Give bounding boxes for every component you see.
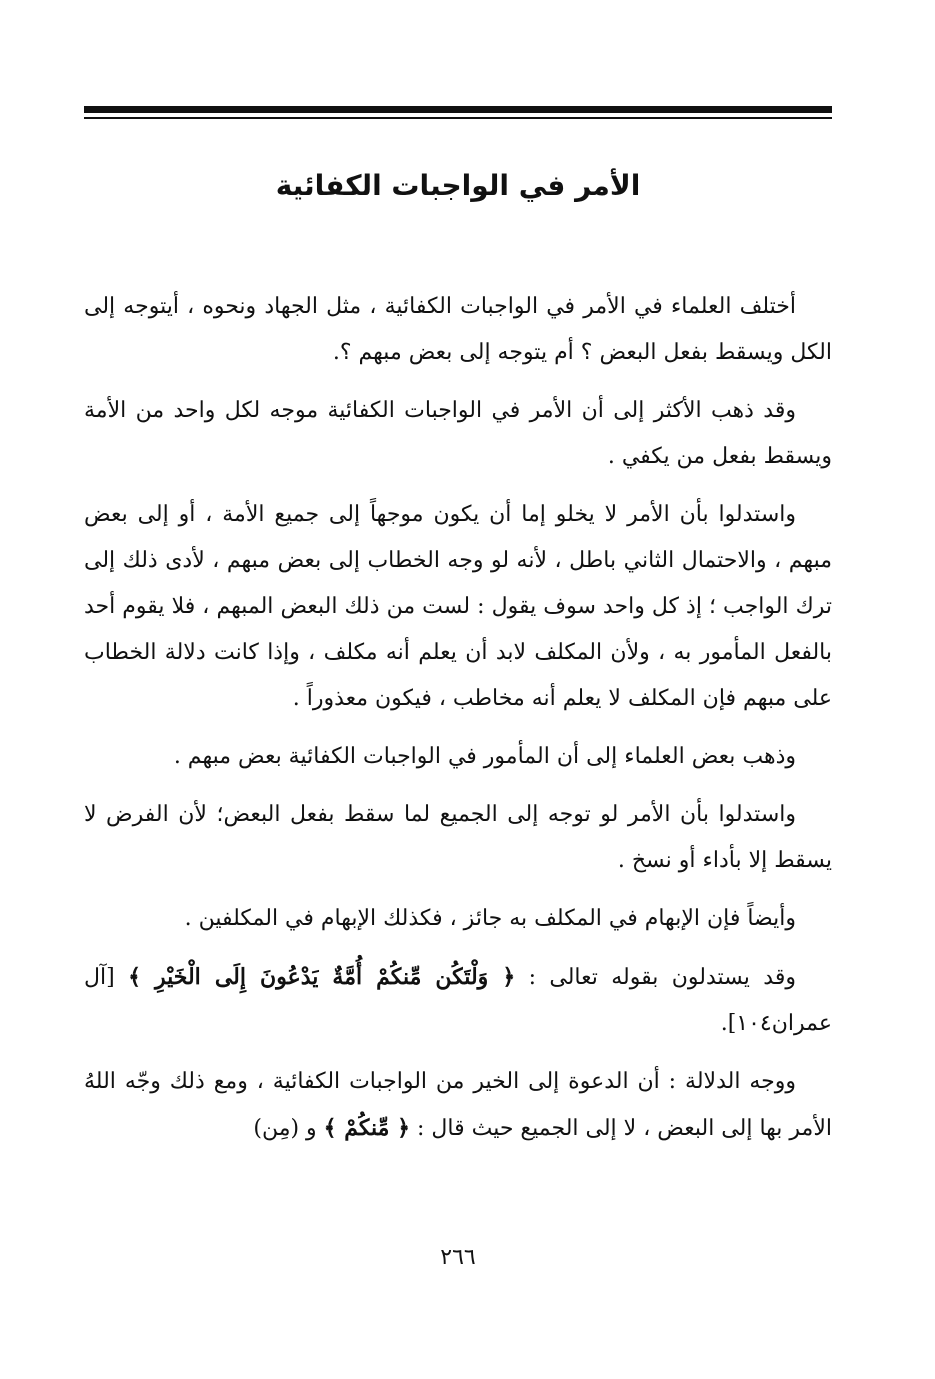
verse-intro: وقد يستدلون بقوله تعالى : [515, 965, 796, 990]
paragraph-1: أختلف العلماء في الأمر في الواجبات الكفائية ، مثل الجهاد ونحوه ، أيتوجه إلى الكل ويسقط بفعل البعض ؟ أم يتوجه إلى بعض مبهم ؟. [84, 294, 832, 365]
last-paragraph-text: ووجه الدلالة : أن الدعوة إلى الخير من الواجبات الكفائية ، ومع ذلك وجّه اللهُ الأمر بها إلى البعض ، لا إلى الجميع حيث قال : [84, 1069, 832, 1141]
header-rule-thick [84, 106, 832, 113]
header-rule-thin [84, 117, 832, 119]
chapter-title: الأمر في الواجبات الكفائية [275, 169, 641, 202]
verse-citation: [آل عمران١٠٤]. [84, 965, 832, 1036]
quran-verse: ﴿ وَلْتَكُن مِّنكُمْ أُمَّةٌ يَدْعُونَ إِلَى الْخَيْرِ ﴾ [128, 964, 516, 990]
page-number: ٢٦٦ [440, 1245, 476, 1270]
paragraph-3: واستدلوا بأن الأمر لا يخلو إما أن يكون موجهاً إلى جميع الأمة ، أو إلى بعض مبهم ، والاحتمال الثاني باطل ، لأنه لو وجه الخطاب إلى بعض مبهم ، لأدى ذلك إلى ترك الواجب ؛ إذ كل واحد سوف يقول : لست من ذلك البعض المبهم ، فلا يقوم أحد بالفعل المأمور به ، ولأن المكلف لابد أن يعلم أنه مكلف ، وإذا كانت دلالة الخطاب على مبهم فإن المكلف لا يعلم أنه مخاطب ، فيكون معذوراً . [84, 502, 832, 711]
paragraph-2: وقد ذهب الأكثر إلى أن الأمر في الواجبات الكفائية موجه لكل واحد من الأمة ويسقط بفعل من يكفي . [84, 398, 832, 469]
quran-verse-short: ﴿ مِّنكُمْ ﴾ [323, 1115, 410, 1141]
paragraph-4: وذهب بعض العلماء إلى أن المأمور في الواجبات الكفائية بعض مبهم . [173, 744, 796, 769]
last-paragraph-tail: و (مِن) [253, 1116, 324, 1141]
paragraph-verse [84, 954, 832, 1047]
paragraph-5: واستدلوا بأن الأمر لو توجه إلى الجميع لما سقط بفعل البعض؛ لأن الفرض لا يسقط إلا بأداء أو نسخ . [84, 802, 832, 873]
paragraph-last [84, 1059, 832, 1152]
paragraph-6: وأيضاً فإن الإبهام في المكلف به جائز ، فكذلك الإبهام في المكلفين . [184, 906, 796, 931]
body-text [84, 284, 832, 1164]
